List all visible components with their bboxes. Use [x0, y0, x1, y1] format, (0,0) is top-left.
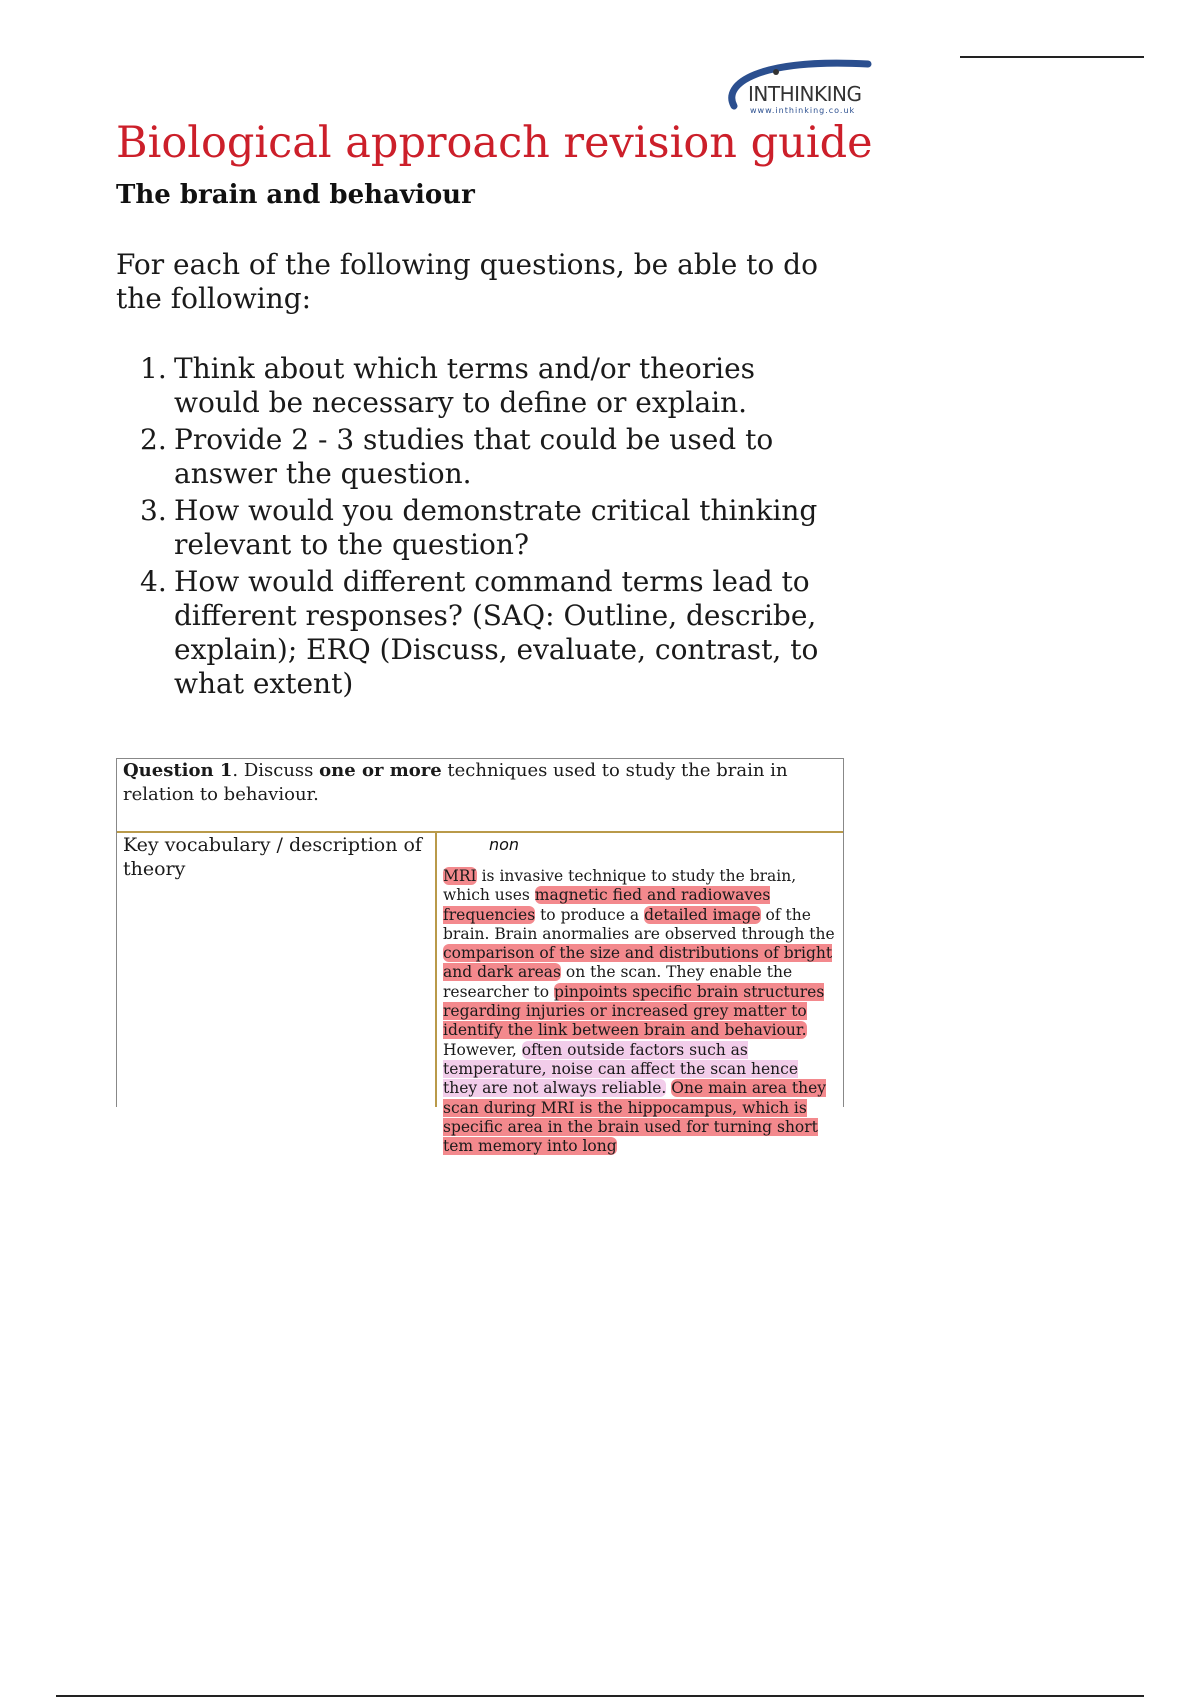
header-rule — [960, 56, 1144, 58]
question-number: Question 1 — [123, 760, 233, 781]
highlighted-phrase: comparison of the size and distributions of bright and dark areas — [443, 944, 833, 982]
question-table — [116, 758, 844, 1156]
footer-rule — [56, 1695, 1144, 1697]
highlighted-phrase: magnetic fied and radiowaves frequencies — [443, 886, 771, 924]
inthinking-logo — [718, 54, 868, 120]
answer-phrase: invasive technique to study the brain, which uses — [443, 867, 797, 905]
answer-phrase: on the scan. They enable the researcher to — [443, 963, 793, 1001]
intro-text: For each of the following questions, be able to do the following: — [116, 248, 818, 315]
instruction-number: 2. — [140, 423, 167, 456]
answer-phrase: to produce a — [535, 905, 645, 924]
answer-phrase: However, — [443, 1040, 522, 1059]
question-row — [117, 833, 843, 1156]
page-title: Biological approach revision guide — [116, 118, 873, 168]
row-label: Key vocabulary / description of theory — [117, 833, 437, 1107]
instruction-text: How would you demonstrate critical thinking relevant to the question? — [174, 494, 818, 561]
answer-text — [443, 867, 837, 1156]
highlighted-phrase: MRI — [443, 867, 477, 885]
answer-phrase: of the brain. Brain anormalies are observed through the — [443, 905, 835, 943]
instruction-number: 4. — [140, 565, 167, 598]
page-subtitle: The brain and behaviour — [116, 180, 475, 210]
logo-url: www.inthinking.co.uk — [750, 106, 856, 115]
logo-wordmark: INTHINKING — [748, 82, 862, 106]
instruction-item — [140, 565, 840, 701]
question-emphasis: one or more — [319, 760, 442, 781]
instruction-text: Think about which terms and/or theories would be necessary to define or explain. — [174, 352, 756, 419]
handwritten-annotation: non — [489, 835, 520, 854]
instruction-number: 1. — [140, 352, 167, 385]
instruction-number: 3. — [140, 494, 167, 527]
question-text-before: . Discuss — [232, 760, 320, 781]
instruction-item — [140, 352, 840, 420]
instruction-list — [140, 352, 840, 704]
instruction-item — [140, 423, 840, 491]
highlighted-phrase: often outside factors such as temperature, noise can affect the scan hence they are not always reliable. — [443, 1040, 799, 1098]
question-header — [117, 759, 843, 833]
instruction-text: Provide 2 - 3 studies that could be used to answer the question. — [174, 423, 774, 490]
instruction-item — [140, 494, 840, 562]
answer-phrase: is — [476, 867, 500, 885]
highlighted-phrase: One main area they scan during MRI is the hippocampus, which is specific area in the brain used for turning short tem memory into long — [443, 1079, 827, 1156]
highlighted-phrase: detailed image — [644, 905, 761, 924]
highlighted-phrase: pinpoints specific brain structures regarding injuries or increased grey matter to identify the link between brain and behaviour. — [443, 982, 825, 1040]
question-text-after: techniques used to study the brain in relation to behaviour. — [123, 760, 788, 805]
instruction-text: How would different command terms lead to different responses? (SAQ: Outline, describe, explain); ERQ (Discuss, evaluate, contrast, to what extent) — [174, 565, 819, 700]
row-answer — [437, 833, 843, 1156]
